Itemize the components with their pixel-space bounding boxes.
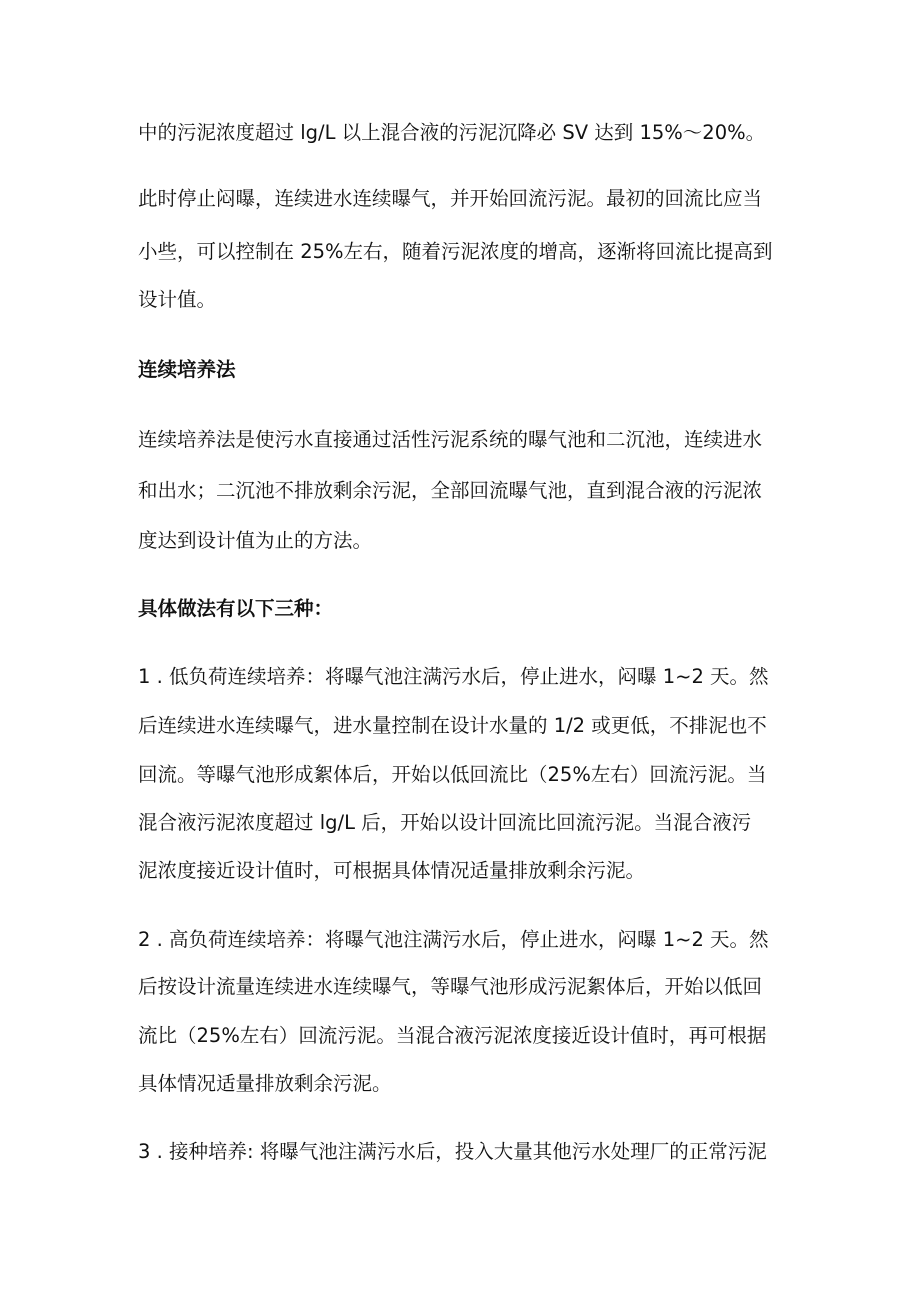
text-line: 度达到设计值为止的方法。 (138, 529, 373, 552)
text-line: 具体情况适量排放剩余污泥。 (138, 1072, 392, 1095)
text-line: 后按设计流量连续进水连续曝气，等曝气池形成污泥絮体后，开始以低回 (138, 975, 763, 998)
text-line: 2 . 高负荷连续培养：将曝气池注满污水后，停止进水，闷曝 1~2 天。然 (138, 928, 769, 951)
text-line: 3 . 接种培养: 将曝气池注满污水后，投入大量其他污水处理厂的正常污泥 (138, 1140, 767, 1163)
text-line: 1 . 低负荷连续培养：将曝气池注满污水后，停止进水，闷曝 1~2 天。然 (138, 665, 769, 688)
text-line: 泥浓度接近设计值时，可根据具体情况适量排放剩余污泥。 (138, 859, 646, 882)
section-heading-methods: 具体做法有以下三种： (138, 597, 334, 620)
text-line: 混合液污泥浓度超过 lg/L 后，开始以设计回流比回流污泥。当混合液污 (138, 811, 752, 834)
text-line: 流比（25%左右）回流污泥。当混合液污泥浓度接近设计值时，再可根据 (138, 1024, 767, 1047)
section-heading-continuous: 连续培养法 (138, 358, 236, 381)
text-line: 回流。等曝气池形成絮体后，开始以低回流比（25%左右）回流污泥。当 (138, 763, 767, 786)
text-line: 和出水；二沉池不排放剩余污泥，全部回流曝气池，直到混合液的污泥浓 (138, 479, 763, 502)
text-line: 小些，可以控制在 25%左右，随着污泥浓度的增高，逐渐将回流比提高到 (138, 240, 773, 263)
text-line: 连续培养法是使污水直接通过活性污泥系统的曝气池和二沉池，连续进水 (138, 428, 763, 451)
text-line: 中的污泥浓度超过 lg/L 以上混合液的污泥沉降必 SV 达到 15%～20%。 (138, 121, 766, 144)
text-line: 后连续进水连续曝气，进水量控制在设计水量的 1/2 或更低，不排泥也不 (138, 714, 767, 737)
text-line: 此时停止闷曝，连续进水连续曝气，并开始回流污泥。最初的回流比应当 (138, 187, 763, 210)
text-line: 设计值。 (138, 288, 217, 311)
